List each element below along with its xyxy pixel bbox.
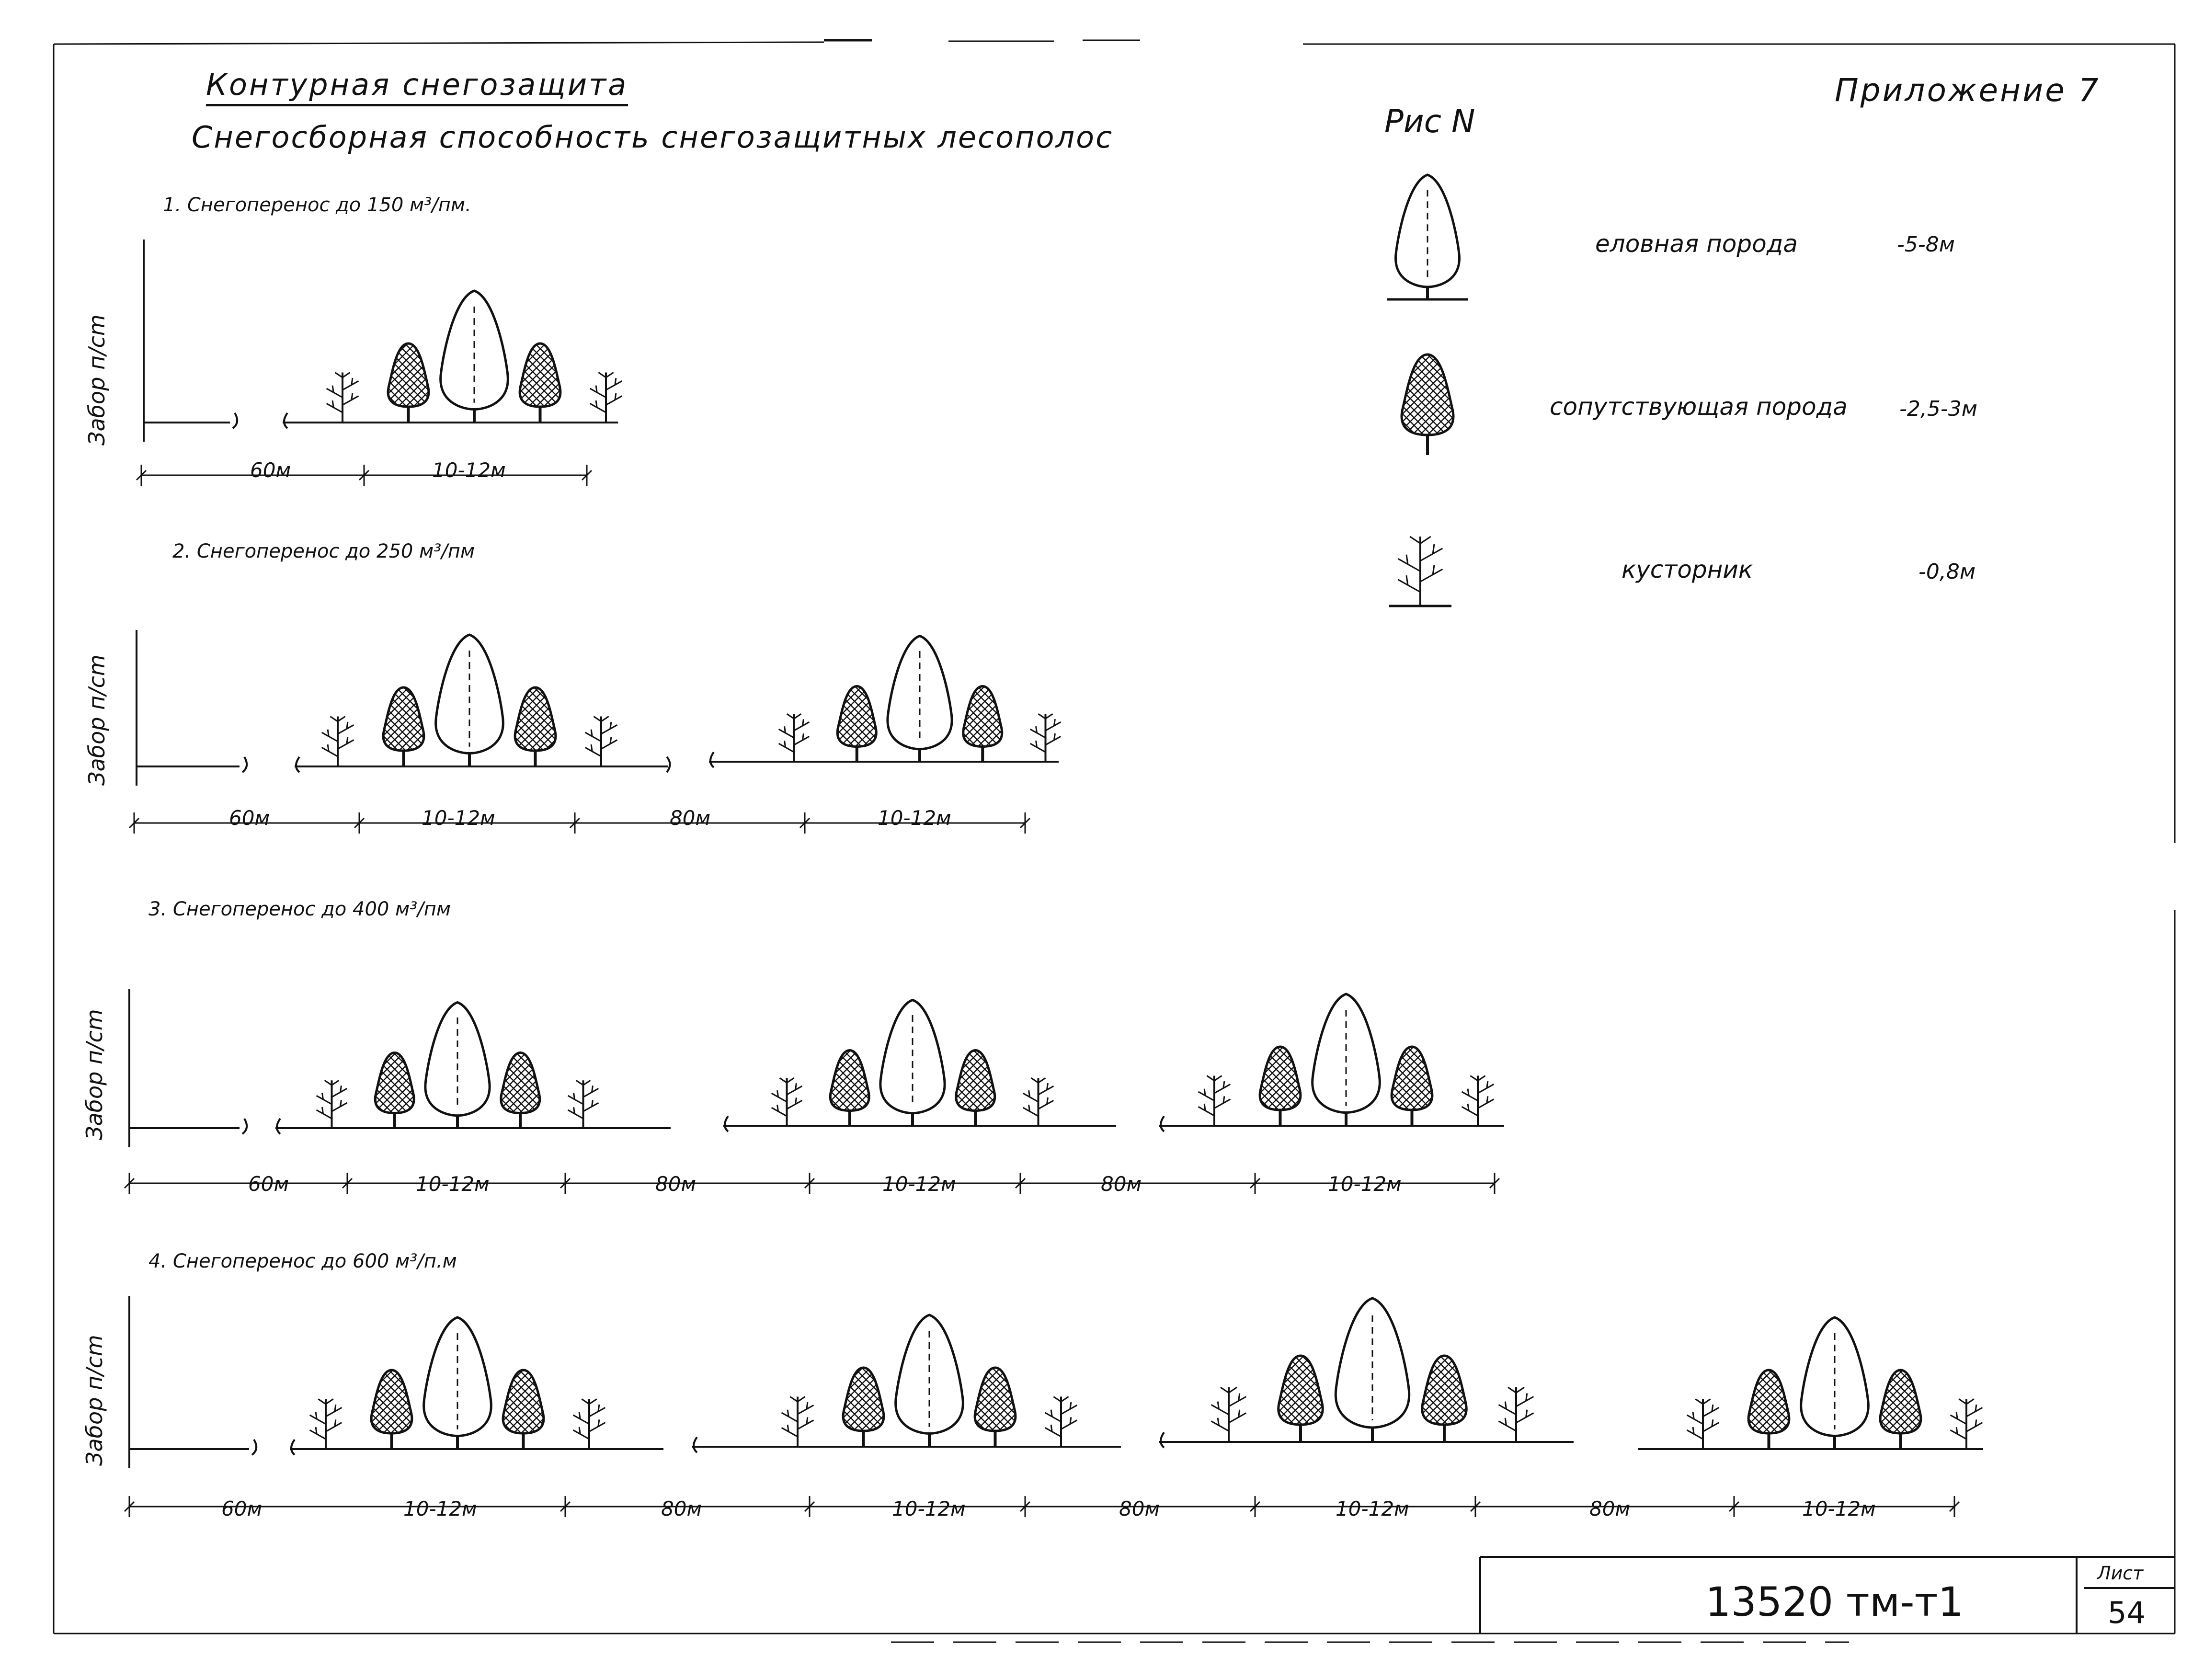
dim-label: 80м — [1101, 1172, 1142, 1196]
dim-label: 10-12м — [422, 806, 495, 830]
legend-label-spruce: еловная порода — [1595, 230, 1798, 258]
section-title-1: 1. Снегоперенос до 150 м³/пм. — [163, 194, 471, 216]
section-title-4: 4. Снегоперенос до 600 м³/п.м — [148, 1250, 457, 1272]
companion-tree-icon — [1402, 354, 1453, 455]
dim-label: 10-12м — [1336, 1497, 1409, 1520]
y-axis-label-1: Забор п/cm — [84, 314, 110, 446]
y-axis-label-3: Забор п/cm — [81, 1009, 107, 1140]
dim-label: 60м — [250, 458, 291, 482]
legend-label-shrub: кусторник — [1622, 556, 1753, 583]
dim-label: 60м — [248, 1172, 289, 1196]
page-title: Контурная снегозащита — [206, 67, 628, 106]
y-axis-label-4: Забор п/cm — [81, 1335, 107, 1466]
strip-diagram-2 — [129, 630, 1061, 834]
dim-label: 10-12м — [1802, 1497, 1876, 1520]
sheet-label: Лист — [2097, 1563, 2144, 1584]
spruce-tree-icon — [1387, 175, 1468, 299]
strip-diagram-3 — [125, 989, 1504, 1194]
dim-label: 80м — [1589, 1497, 1631, 1520]
section-title-3: 3. Снегоперенос до 400 м³/пм — [148, 898, 451, 920]
legend-value-spruce: -5-8м — [1897, 232, 1955, 257]
dim-label: 10-12м — [432, 458, 506, 482]
legend-value-shrub: -0,8м — [1919, 560, 1976, 584]
shrub-icon — [1389, 537, 1451, 606]
dim-label: 60м — [221, 1497, 263, 1520]
dim-label: 10-12м — [882, 1172, 956, 1196]
dim-label: 60м — [229, 806, 270, 830]
dim-label: 10-12м — [892, 1497, 966, 1520]
strip-diagram-1 — [137, 240, 622, 486]
dim-label: 80м — [655, 1172, 697, 1196]
appendix-label: Приложение 7 — [1835, 72, 2101, 109]
dim-label: 80м — [1119, 1497, 1160, 1520]
dim-label: 10-12м — [403, 1497, 477, 1520]
dim-label: 80м — [661, 1497, 702, 1520]
dim-label: 80м — [670, 806, 711, 830]
legend-label-companion: сопутствующая порода — [1550, 393, 1848, 421]
dim-label: 10-12м — [416, 1172, 490, 1196]
sheet-number: 54 — [2108, 1595, 2146, 1630]
figure-label: Рис N — [1384, 103, 1475, 140]
page-subtitle: Снегосборная способность снегозащитных лесополос — [192, 120, 1114, 155]
dim-label: 10-12м — [1328, 1172, 1402, 1196]
section-title-2: 2. Снегоперенос до 250 м³/пм — [172, 540, 475, 562]
drawing-code: 13520 тм-т1 — [1705, 1578, 1964, 1625]
y-axis-label-2: Забор п/cm — [84, 654, 110, 786]
dim-label: 10-12м — [878, 806, 951, 830]
legend-value-companion: -2,5-3м — [1899, 397, 1977, 421]
strip-diagram-4 — [125, 1296, 1983, 1517]
